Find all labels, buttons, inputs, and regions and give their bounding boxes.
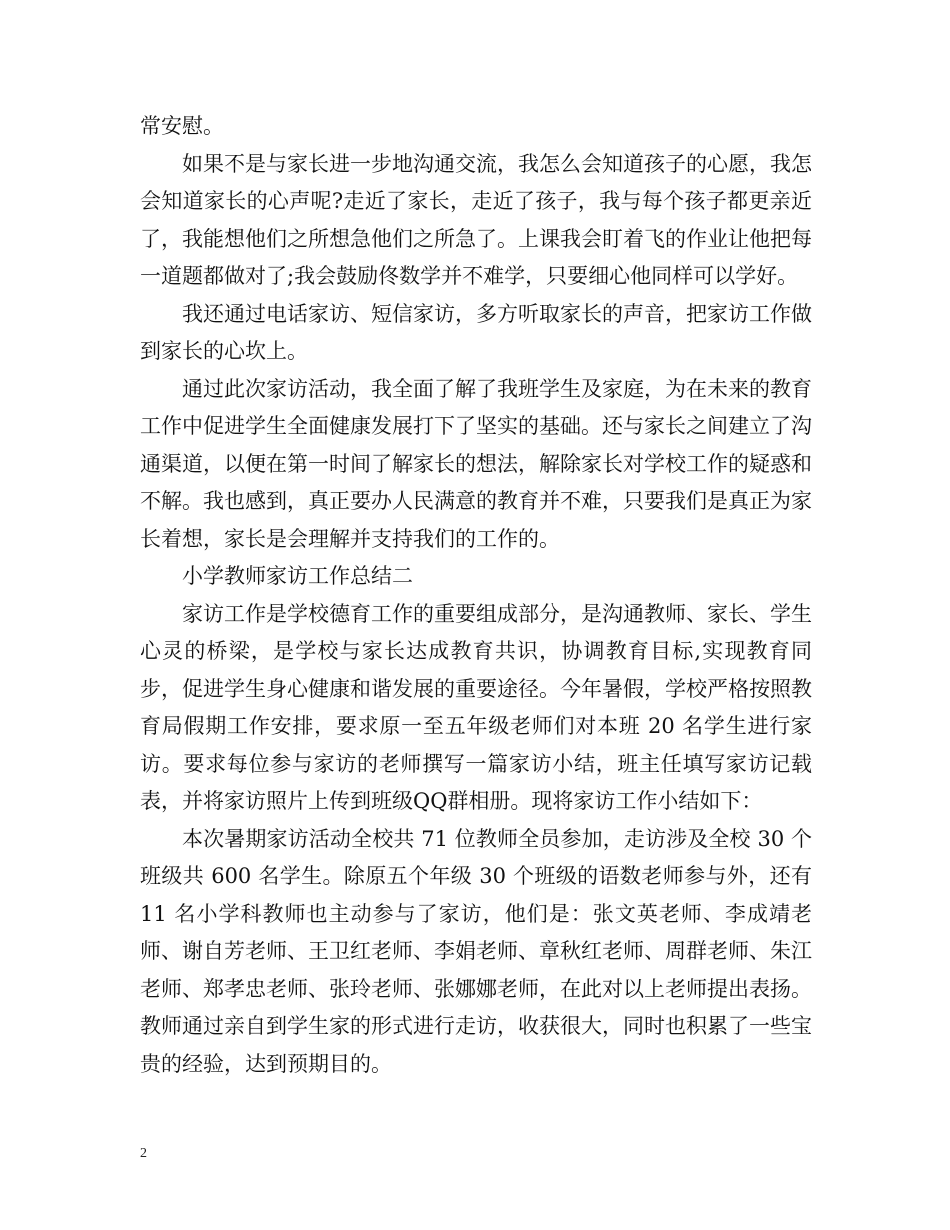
paragraph-3: 我还通过电话家访、短信家访，多方听取家长的声音，把家访工作做到家长的心坎上。 bbox=[140, 301, 812, 363]
paragraph-5: 家访工作是学校德育工作的重要组成部分，是沟通教师、家长、学生心灵的桥梁，是学校与家长达成教育共识，协调教育目标,实现教育同步，促进学生身心健康和谐发展的重要途径。今年暑假，学校严格按照教育局假期工作安排，要求原一至五年级老师们对本班 20 名学生进行家访。要求每位参与家访的老师撰写一篇家访小结，班主任填写家访记载表，并将家访照片上传到班级QQ群相册。现将家访工作小结如下： bbox=[140, 601, 812, 813]
paragraph-4: 通过此次家访活动，我全面了解了我班学生及家庭，为在未来的教育工作中促进学生全面健康发展打下了坚实的基础。还与家长之间建立了沟通渠道，以便在第一时间了解家长的想法，解除家长对学校工作的疑惑和不解。我也感到，真正要办人民满意的教育并不难，只要我们是真正为家长着想，家长是会理解并支持我们的工作的。 bbox=[140, 376, 812, 551]
page-number: 2 bbox=[140, 1146, 147, 1161]
paragraph-6: 本次暑期家访活动全校共 71 位教师全员参加，走访涉及全校 30 个班级共 600 名学生。除原五个年级 30 个班级的语数老师参与外，还有 11 名小学科教师也主动参与了家访，他们是：张文英老师、李成靖老师、谢自芳老师、王卫红老师、李娟老师、章秋红老师、周群老师、朱江老师、郑孝忠老师、张玲老师、张娜娜老师，在此对以上老师提出表扬。教师通过亲自到学生家的形式进行走访，收获很大，同时也积累了一些宝贵的经验，达到预期目的。 bbox=[140, 826, 812, 1076]
paragraph-1: 常安慰。 bbox=[140, 114, 224, 138]
section-heading: 小学教师家访工作总结二 bbox=[182, 564, 413, 588]
document-body bbox=[140, 108, 812, 1083]
paragraph-2: 如果不是与家长进一步地沟通交流，我怎么会知道孩子的心愿，我怎会知道家长的心声呢?走近了家长，走近了孩子，我与每个孩子都更亲近了，我能想他们之所想急他们之所急了。上课我会盯着飞的作业让他把每一道题都做对了;我会鼓励佟数学并不难学，只要细心他同样可以学好。 bbox=[140, 151, 812, 288]
